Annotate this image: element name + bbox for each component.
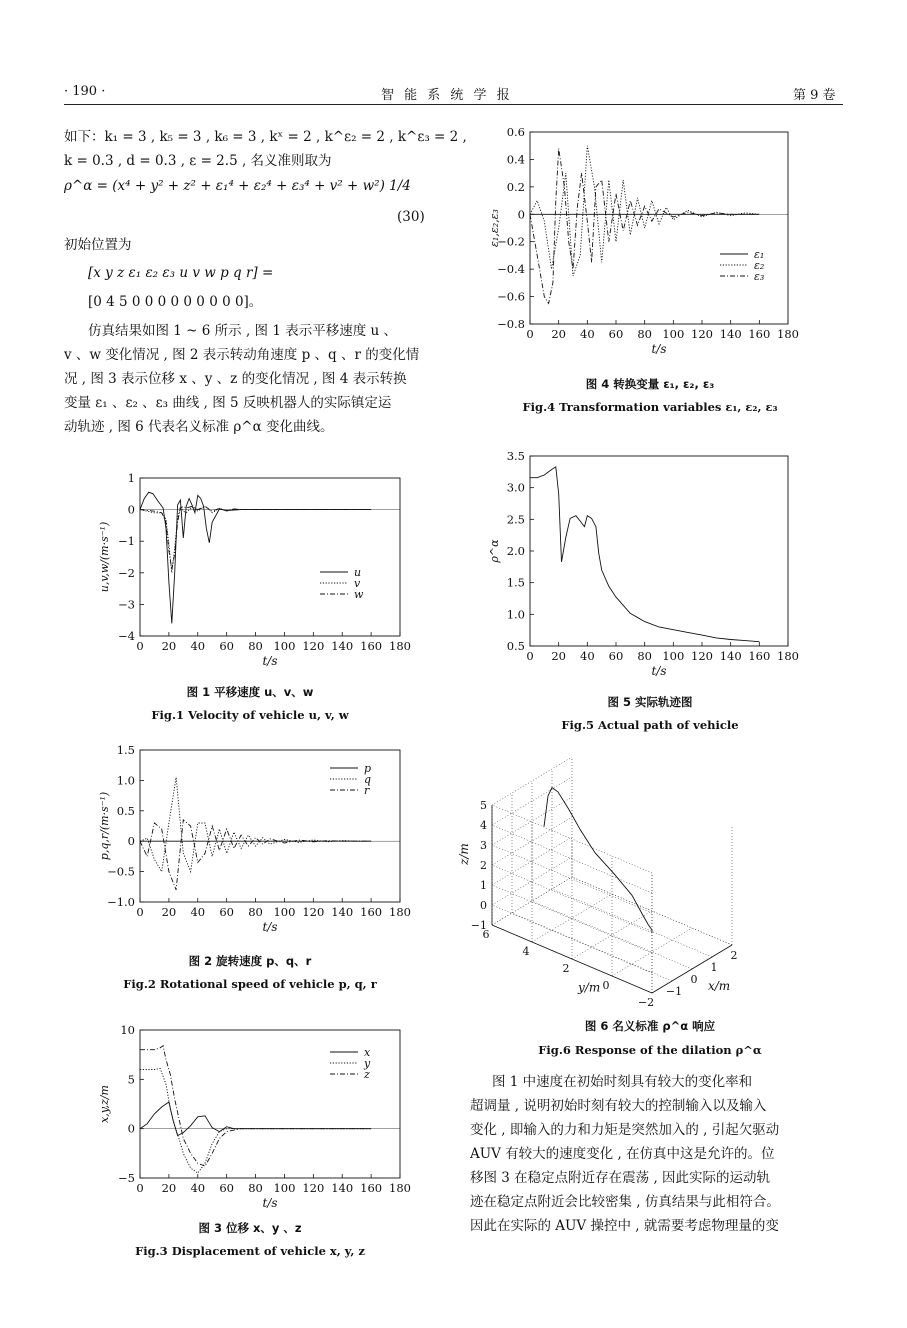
y-tick-label: 0 — [602, 979, 610, 992]
x-tick-label: 80 — [637, 327, 652, 341]
x-tick-label: 100 — [273, 1181, 296, 1195]
volume-label: 第 9 卷 — [793, 88, 836, 103]
y-tick-label: 1.0 — [506, 607, 525, 622]
text-line: 仿真结果如图 1 ~ 6 所示 , 图 1 表示平移速度 u 、 — [88, 323, 397, 339]
y-tick-label: 1.5 — [116, 743, 135, 757]
x-tick-label: 60 — [219, 905, 234, 919]
fig6-dilation-3d-chart — [457, 760, 810, 1009]
x-tick-label: 0 — [526, 327, 534, 341]
fig5-actual-path-chart — [490, 444, 810, 682]
x-tick-label: 0 — [136, 1181, 144, 1195]
y-tick-label: −2 — [637, 996, 655, 1009]
journal-title: 智 能 系 统 学 报 — [381, 88, 513, 103]
header-rule — [64, 104, 843, 105]
y-axis-label: x,y,z/m — [98, 1085, 111, 1123]
fig2-caption-cn: 图 2 旋转速度 p、q、r — [188, 954, 312, 968]
y-tick-label: 0.5 — [506, 639, 525, 653]
fig1-velocity-chart — [90, 468, 420, 678]
legend-label: p — [364, 762, 372, 775]
x-tick-label: 100 — [662, 649, 685, 663]
y-tick-label: 0 — [127, 1121, 135, 1136]
text-line: AUV 有较大的速度变化 , 在仿真中这是允许的。位 — [470, 1146, 775, 1162]
fig1-caption-cn: 图 1 平移速度 u、v、w — [186, 685, 314, 699]
series-line-ε₂ — [530, 146, 759, 276]
y-tick-label: 0 — [517, 207, 525, 222]
y-axis-label: y/m — [578, 980, 601, 995]
fig3-caption-cn: 图 3 位移 x、y 、z — [198, 1221, 302, 1235]
x-tick-label: 20 — [551, 649, 566, 663]
y-tick-label: 4 — [522, 945, 530, 958]
fig2-rotational-speed-chart — [90, 740, 420, 940]
x-tick-label: 20 — [161, 639, 177, 653]
y-tick-label: −4 — [118, 629, 135, 643]
x-tick-label: 20 — [161, 1181, 177, 1195]
x-tick-label: 80 — [248, 1181, 263, 1195]
x-tick-label: 80 — [637, 649, 652, 663]
x-tick-label: 20 — [551, 327, 566, 341]
x-tick-label: 40 — [580, 327, 595, 341]
y-tick-label: −0.2 — [497, 234, 525, 249]
x-tick-label: 180 — [389, 639, 411, 653]
x-tick-label: 180 — [777, 327, 799, 341]
x-tick-label: 100 — [662, 327, 685, 341]
x-tick-label: 40 — [190, 639, 206, 653]
y-tick-label: 10 — [120, 1023, 135, 1037]
y-tick-label: 0.4 — [506, 152, 525, 167]
x-axis-label: t/s — [262, 654, 278, 668]
series-line-x — [140, 1102, 371, 1136]
y-axis-label: u,v,w/(m·s⁻¹) — [98, 521, 111, 593]
legend-label: w — [354, 588, 364, 601]
formula: ρ^α = (x⁴ + y² + z² + ε₁⁴ + ε₂⁴ + ε₃⁴ + v² + w²) 1/4 — [64, 178, 411, 194]
x-tick-label: 100 — [273, 639, 296, 653]
x-tick-label: 180 — [389, 905, 411, 919]
y-tick-label: 1 — [127, 471, 135, 485]
y-tick-label: −5 — [118, 1171, 135, 1185]
x-tick-label: 120 — [302, 639, 325, 653]
x-axis-label: t/s — [262, 920, 278, 934]
z-tick-label: 1 — [480, 879, 487, 892]
x-tick-label: 160 — [360, 639, 383, 653]
y-tick-label: 0 — [127, 502, 135, 517]
series-line-v — [140, 506, 371, 573]
x-axis-label: t/s — [262, 1196, 278, 1210]
y-tick-label: 5 — [127, 1072, 135, 1087]
text-line: k = 0.3 , d = 0.3 , ε = 2.5 , 名义准则取为 — [64, 153, 332, 169]
fig5-caption-cn: 图 5 实际轨迹图 — [607, 695, 693, 709]
initial-vector: [0 4 5 0 0 0 0 0 0 0 0 0]。 — [88, 294, 263, 310]
x-tick-label: 0 — [526, 649, 534, 663]
x-tick-label: 20 — [161, 905, 177, 919]
plot-frame — [140, 1030, 400, 1178]
fig1-caption-en: Fig.1 Velocity of vehicle u, v, w — [151, 708, 349, 722]
y-tick-label: −0.4 — [497, 262, 525, 277]
x-tick-label: 140 — [719, 327, 742, 341]
x-tick-label: 180 — [777, 649, 799, 663]
y-tick-label: −2 — [118, 565, 135, 580]
y-tick-label: −1.0 — [107, 895, 135, 909]
x-tick-label: 0 — [136, 639, 144, 653]
y-tick-label: 2.5 — [506, 512, 525, 527]
x-axis-label: x/m — [708, 979, 731, 994]
x-tick-label: 140 — [331, 639, 354, 653]
z-tick-label: 4 — [480, 819, 487, 832]
grid-line — [532, 901, 692, 969]
x-tick-label: 80 — [248, 639, 263, 653]
y-axis-label: p,q,r/(m·s⁻¹) — [98, 791, 111, 861]
y-tick-label: 0.5 — [116, 803, 135, 818]
z-tick-label: 0 — [480, 899, 487, 912]
z-tick-label: 3 — [480, 839, 487, 852]
series-line-r — [140, 820, 371, 890]
text-line: 因此在实际的 AUV 操控中 , 就需要考虑物理量的变 — [470, 1218, 779, 1234]
y-tick-label: −0.8 — [497, 317, 525, 331]
y-tick-label: 0 — [127, 834, 135, 849]
text-line: 如下：k₁ = 3 , k₅ = 3 , k₆ = 3 , kˣ = 2 , k^ε₂ = 2 , k^ε₃ = 2 , — [64, 129, 467, 145]
legend-label: v — [354, 577, 361, 590]
text-line: 动轨迹 , 图 6 代表名义标准 ρ^α 变化曲线。 — [64, 419, 334, 435]
text-line: 况 , 图 3 表示位移 x 、y 、z 的变化情况 , 图 4 表示转换 — [64, 371, 407, 387]
x-tick-label: 160 — [748, 649, 771, 663]
y-tick-label: −0.5 — [107, 864, 135, 879]
y-tick-label: −3 — [118, 597, 135, 612]
legend-label: z — [364, 1068, 370, 1081]
series-line-q — [140, 777, 371, 871]
x-tick-label: 60 — [608, 327, 624, 341]
y-tick-label: 1.5 — [506, 575, 525, 590]
fig6-caption-cn: 图 6 名义标准 ρ^α 响应 — [584, 1019, 716, 1033]
x-tick-label: 120 — [691, 327, 713, 341]
fig4-caption-en: Fig.4 Transformation variables ε₁, ε₂, ε₃ — [522, 400, 778, 414]
page-number: · 190 · — [64, 84, 106, 99]
text-line: 变量 ε₁ 、ε₂ 、ε₃ 曲线 , 图 5 反映机器人的实际镇定运 — [64, 395, 392, 411]
trajectory-line — [544, 788, 652, 933]
series-line-y — [140, 1069, 371, 1174]
axis-y — [492, 925, 652, 993]
x-tick-label: 2 — [730, 949, 738, 962]
plot-frame — [140, 750, 400, 902]
series-line-u — [140, 492, 371, 623]
x-tick-label: 40 — [190, 905, 206, 919]
fig5-caption-en: Fig.5 Actual path of vehicle — [561, 718, 739, 732]
x-tick-label: 120 — [691, 649, 713, 663]
x-tick-label: 100 — [273, 905, 296, 919]
text-line: 初始位置为 — [64, 237, 132, 253]
y-tick-label: 3.5 — [506, 449, 525, 463]
fig6-caption-en: Fig.6 Response of the dilation ρ^α — [538, 1043, 762, 1057]
series-line-ρ^α — [530, 467, 759, 642]
x-tick-label: 0 — [136, 905, 144, 919]
y-tick-label: 0.6 — [506, 125, 525, 139]
fig2-caption-en: Fig.2 Rotational speed of vehicle p, q, r — [123, 977, 377, 991]
y-tick-label: 1.0 — [116, 773, 135, 788]
y-axis-label: ρ^α — [488, 539, 501, 563]
legend-label: u — [354, 566, 362, 579]
text-line: 超调量 , 说明初始时刻有较大的控制输入以及输入 — [470, 1098, 767, 1114]
x-tick-label: 40 — [190, 1181, 206, 1195]
x-tick-label: 140 — [331, 905, 354, 919]
y-tick-label: −1 — [118, 534, 135, 549]
x-axis-label: t/s — [651, 342, 667, 356]
x-tick-label: 160 — [360, 905, 383, 919]
x-axis-label: t/s — [651, 664, 667, 678]
fig4-transformation-chart — [490, 120, 810, 360]
grid-line — [512, 913, 672, 981]
y-tick-label: −0.6 — [497, 289, 525, 304]
legend-label: y — [364, 1057, 371, 1070]
text-line: 移图 3 在稳定点附近存在震荡 , 因此实际的运动轨 — [470, 1170, 771, 1186]
text-line: 变化 , 即输入的力和力矩是突然加入的 , 引起欠驱动 — [470, 1122, 780, 1138]
y-axis-label: ε₁,ε₂,ε₃ — [488, 209, 501, 247]
z-axis-label: z/m — [457, 843, 471, 865]
x-tick-label: 1 — [710, 961, 718, 974]
legend-label: ε₃ — [754, 270, 765, 283]
state-vector: [x y z ε₁ ε₂ ε₃ u v w p q r] = — [88, 265, 274, 281]
equation-number: (30) — [397, 209, 425, 225]
y-tick-label: 6 — [482, 928, 490, 941]
y-tick-label: 2 — [562, 962, 570, 975]
y-tick-label: 3.0 — [506, 480, 525, 495]
x-tick-label: 60 — [219, 1181, 234, 1195]
x-tick-label: 120 — [302, 905, 325, 919]
legend-label: ε₁ — [754, 248, 765, 261]
x-tick-label: 60 — [219, 639, 234, 653]
series-line-w — [140, 506, 371, 569]
text-line: v 、w 变化情况 , 图 2 表示转动角速度 p 、q 、r 的变化情 — [64, 347, 420, 363]
x-tick-label: 120 — [302, 1181, 325, 1195]
fig3-caption-en: Fig.3 Displacement of vehicle x, y, z — [135, 1244, 365, 1258]
legend-label: ε₂ — [754, 259, 765, 272]
legend-label: r — [364, 784, 370, 797]
x-tick-label: 160 — [748, 327, 771, 341]
grid-line — [492, 905, 652, 973]
legend-label: x — [364, 1046, 371, 1059]
series-line-z — [140, 1046, 371, 1166]
z-tick-label: 5 — [480, 799, 487, 812]
x-tick-label: −1 — [665, 985, 683, 998]
x-tick-label: 160 — [360, 1181, 383, 1195]
x-tick-label: 140 — [719, 649, 742, 663]
x-tick-label: 60 — [608, 649, 624, 663]
series-line-ε₃ — [530, 149, 759, 304]
text-line: 迹在稳定点附近会比较密集 , 仿真结果与此相符合。 — [470, 1194, 780, 1210]
x-tick-label: 0 — [690, 973, 698, 986]
legend-label: q — [364, 773, 372, 786]
x-tick-label: 40 — [580, 649, 595, 663]
plot-frame — [530, 456, 788, 646]
plot-frame — [530, 132, 788, 324]
fig4-caption-cn: 图 4 转换变量 ε₁, ε₂, ε₃ — [585, 377, 715, 391]
z-tick-label: 2 — [480, 859, 487, 872]
y-tick-label: 2.0 — [506, 544, 525, 558]
y-tick-label: 0.2 — [506, 179, 525, 194]
z-tick-label: −1 — [470, 919, 487, 932]
x-tick-label: 80 — [248, 905, 263, 919]
text-line: 图 1 中速度在初始时刻具有较大的变化率和 — [492, 1074, 753, 1090]
x-tick-label: 180 — [389, 1181, 411, 1195]
fig3-displacement-chart — [90, 1020, 420, 1215]
x-tick-label: 140 — [331, 1181, 354, 1195]
